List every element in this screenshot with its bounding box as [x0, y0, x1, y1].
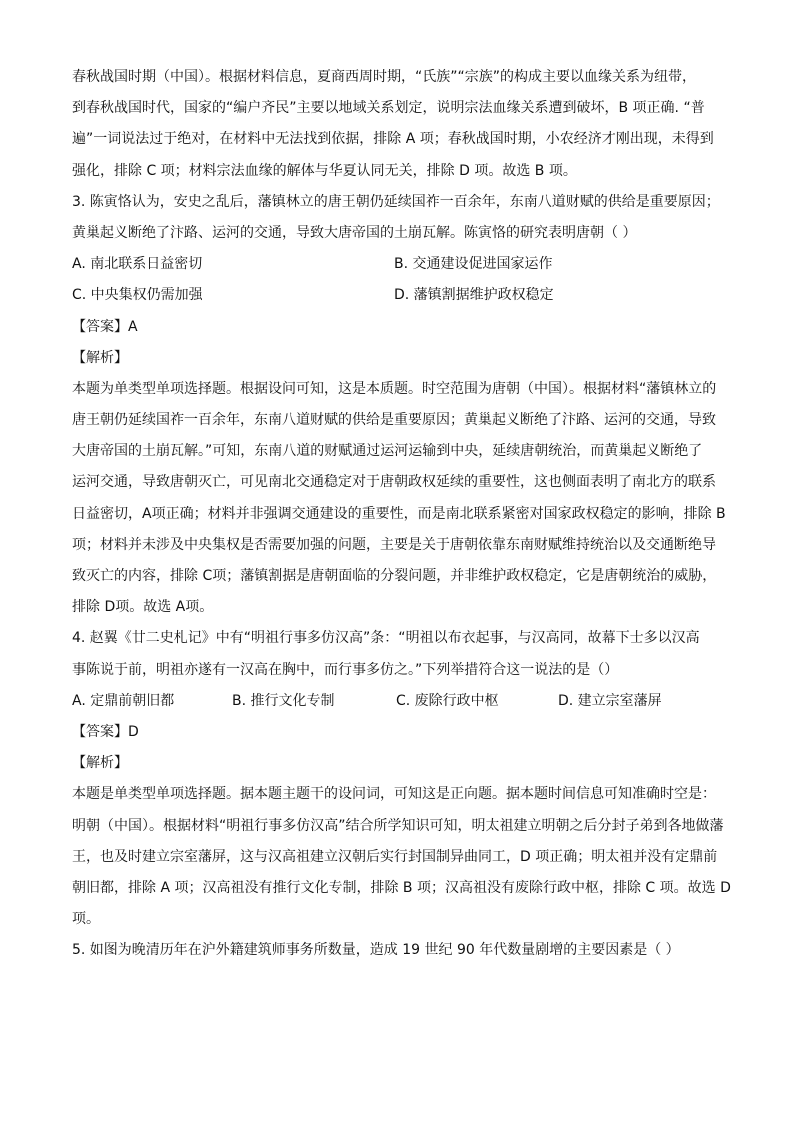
option-a: A. 定鼎前朝旧都	[72, 692, 175, 709]
options-row	[72, 280, 732, 311]
analysis-line: 唐王朝仍延续国祚一百余年，东南八道财赋的供给是重要原因；黄巢起义断绝了汴路、运河的交通，导致	[72, 412, 716, 429]
question-stem-line: 事陈说于前，明祖亦遂有一汉高在胸中，而行事多仿之。”下列举措符合这一说法的是（）	[72, 661, 619, 678]
text-line: 强化，排除 C 项；材料宗法血缘的解体与华夏认同无关，排除 D 项。故选 B 项。	[72, 162, 577, 179]
options-row	[72, 686, 732, 717]
question-stem-line: 3. 陈寅恪认为，安史之乱后，藩镇林立的唐王朝仍延续国祚一百余年，东南八道财赋的供给是重要原因；	[72, 193, 720, 210]
analysis-line: 本题是单类型单项选择题。据本题主题干的设问词，可知这是正向题。据本题时间信息可知准确时空是：	[72, 786, 716, 803]
analysis-line: 明朝（中国）。根据材料“明祖行事多仿汉高”结合所学知识可知，明太祖建立明朝之后分封子弟到各地做藩	[72, 817, 724, 834]
previous-analysis-continuation	[72, 62, 732, 187]
question-4	[72, 623, 732, 935]
analysis-line: 王，也及时建立宗室藩屏，这与汉高祖建立汉朝后实行封国制异曲同工，D 项正确；明太祖并没有定鼎前	[72, 848, 718, 865]
answer-label: 【答案】D	[72, 723, 139, 740]
analysis-label: 【解析】	[72, 349, 128, 366]
analysis-line: 日益密切，A项正确；材料并非强调交通建设的重要性，而是南北联系紧密对国家政权稳定的影响，排除 B	[72, 505, 726, 522]
analysis-line: 大唐帝国的土崩瓦解。”可知，东南八道的财赋通过运河运输到中央，延续唐朝统治，而黄巢起义断绝了	[72, 443, 703, 460]
document-page	[72, 62, 732, 966]
options-row	[72, 249, 732, 280]
analysis-line: 朝旧都，排除 A 项；汉高祖没有推行文化专制，排除 B 项；汉高祖没有废除行政中枢，排除 C 项。故选 D	[72, 879, 731, 896]
option-b: B. 推行文化专制	[232, 692, 335, 709]
text-line: 到春秋战国时代，国家的“编户齐民”主要以地域关系划定，说明宗法血缘关系遭到破坏，B 项正确. “普	[72, 100, 705, 117]
analysis-line: 致灭亡的内容，排除 C项；藩镇割据是唐朝面临的分裂问题，并非维护政权稳定，它是唐朝统治的威胁，	[72, 568, 717, 584]
option-b: B. 交通建设促进国家运作	[394, 256, 553, 273]
option-d: D. 藩镇割据维护政权稳定	[394, 287, 554, 304]
question-stem-line: 5. 如图为晚清历年在沪外籍建筑师事务所数量，造成 19 世纪 90 年代数量剧增的主要因素是（ ）	[72, 942, 680, 959]
analysis-line: 排除 D项。故选 A项。	[72, 599, 214, 616]
option-c: C. 中央集权仍需加强	[72, 287, 203, 304]
option-d: D. 建立宗室藩屏	[558, 692, 662, 709]
text-line: 遍”一词说法过于绝对，在材料中无法找到依据，排除 A 项；春秋战国时期，小农经济才刚出现，未得到	[72, 131, 714, 148]
text-line: 春秋战国时期（中国）。根据材料信息，夏商西周时期，“氏族”“宗族”的构成主要以血缘关系为纽带，	[72, 69, 697, 85]
option-c: C. 废除行政中枢	[396, 692, 499, 709]
analysis-line: 项。	[72, 911, 100, 928]
question-stem-line: 黄巢起义断绝了汴路、运河的交通，导致大唐帝国的土崩瓦解。陈寅恪的研究表明唐朝（ ）	[72, 224, 637, 241]
analysis-label: 【解析】	[72, 755, 128, 772]
question-3	[72, 187, 732, 624]
option-a: A. 南北联系日益密切	[72, 256, 203, 273]
question-stem-line: 4. 赵翼《廿二史札记》中有“明祖行事多仿汉高”条：“明祖以布衣起事，与汉高同，故幕下士多以汉高	[72, 630, 700, 647]
answer-label: 【答案】A	[72, 318, 138, 335]
analysis-line: 本题为单类型单项选择题。根据设问可知，这是本质题。时空范围为唐朝（中国）。根据材料“藩镇林立的	[72, 380, 717, 397]
analysis-line: 运河交通，导致唐朝灭亡，可见南北交通稳定对于唐朝政权延续的重要性，这也侧面表明了南北方的联系	[72, 474, 716, 491]
question-5	[72, 935, 732, 966]
analysis-line: 项；材料并未涉及中央集权是否需要加强的问题，主要是关于唐朝依靠东南财赋维持统治以及交通断绝导	[72, 536, 716, 553]
